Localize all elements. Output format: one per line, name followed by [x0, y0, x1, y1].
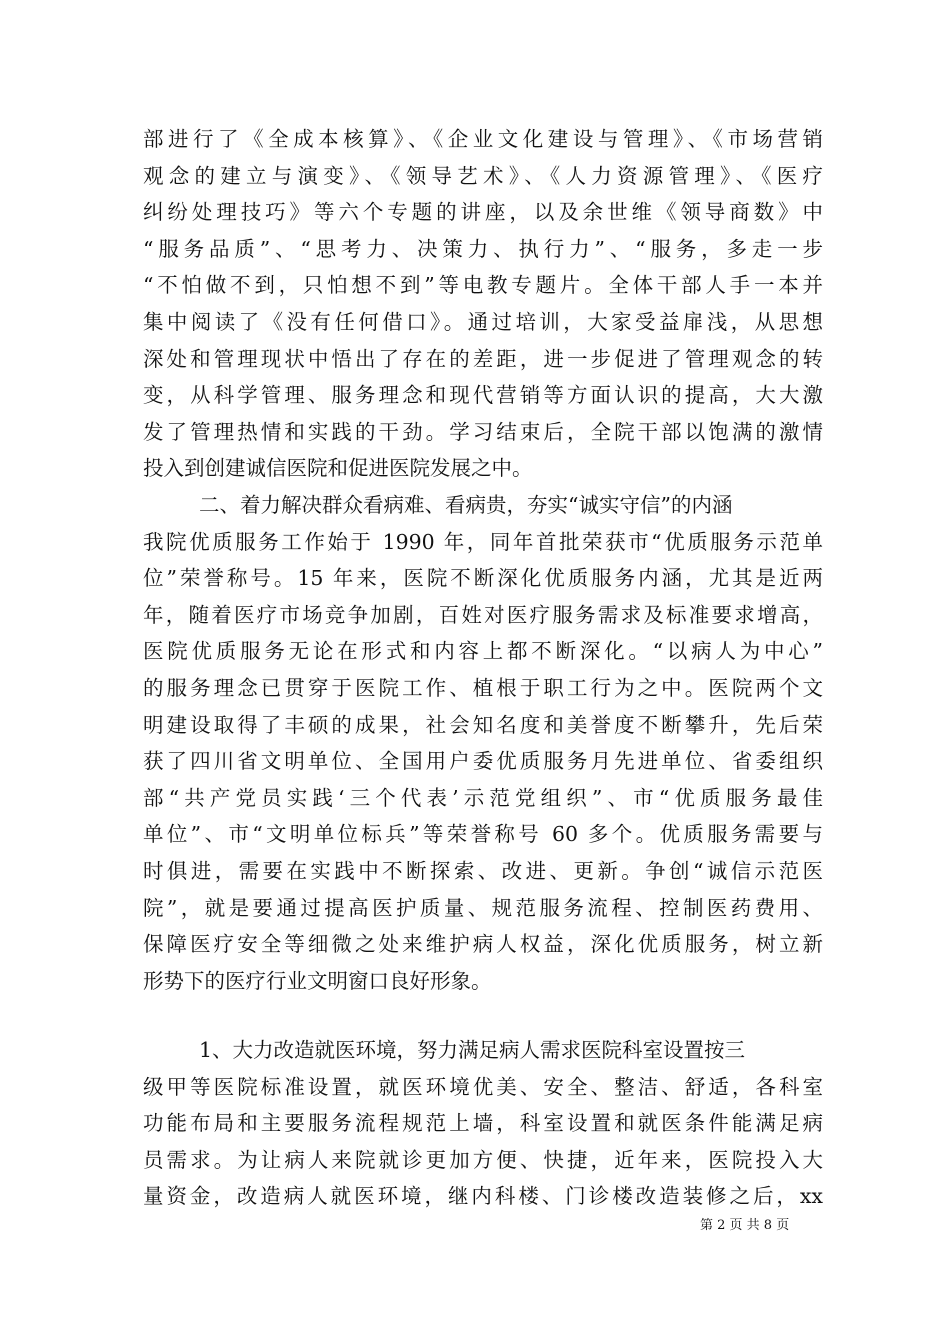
text-line: 量资金，改造病人就医环境，继内科楼、门诊楼改造装修之后，xx: [143, 1184, 823, 1209]
text-line: 医院优质服务无论在形式和内容上都不断深化。“以病人为中心”: [143, 639, 823, 664]
text-line: 形势下的医疗行业文明窗口良好形象。: [143, 968, 492, 993]
text-line: 部“共产党员实践‘三个代表’示范党组织”、市“优质服务最佳: [143, 785, 823, 810]
page-number: 第 2 页 共 8 页: [700, 1218, 790, 1233]
text-line: 纠纷处理技巧》等六个专题的讲座，以及余世维《领导商数》中: [143, 200, 823, 225]
text-line: 我院优质服务工作始于 1990 年，同年首批荣获市“优质服务示范单: [143, 529, 823, 554]
text-line: 员需求。为让病人来院就诊更加方便、快捷，近年来，医院投入大: [143, 1147, 823, 1172]
text-line: “服务品质”、“思考力、决策力、执行力”、“服务，多走一步: [143, 236, 823, 261]
text-line: 功能布局和主要服务流程规范上墙，科室设置和就医条件能满足病: [143, 1111, 823, 1136]
text-line: 获了四川省文明单位、全国用户委优质服务月先进单位、省委组织: [143, 749, 823, 774]
text-line: 观念的建立与演变》、《领导艺术》、《人力资源管理》、《医疗: [143, 163, 823, 188]
paragraph-environment: [143, 1032, 823, 1215]
paragraph-section-two: [143, 487, 823, 999]
text-line: 级甲等医院标准设置，就医环境优美、安全、整洁、舒适，各科室: [143, 1074, 823, 1099]
paragraph-training: [143, 121, 823, 487]
text-line: 变，从科学管理、服务理念和现代营销等方面认识的提高，大大激: [143, 383, 823, 408]
text-line: 集中阅读了《没有任何借口》。通过培训，大家受益扉浅，从思想: [143, 309, 823, 334]
text-line: 年，随着医疗市场竞争加剧，百姓对医疗服务需求及标准要求增高，: [143, 602, 823, 627]
text-line: 发了管理热情和实践的干劲。学习结束后，全院干部以饱满的激情: [143, 419, 823, 444]
text-line: 投入到创建诚信医院和促进医院发展之中。: [143, 456, 533, 481]
text-line: 1、大力改造就医环境，努力满足病人需求医院科室设置按三: [199, 1038, 746, 1062]
text-line: 单位”、市“文明单位标兵”等荣誉称号 60 多个。优质服务需要与: [143, 822, 823, 847]
text-line: 位”荣誉称号。15 年来，医院不断深化优质服务内涵，尤其是近两: [143, 566, 823, 591]
text-line: 深处和管理现状中悟出了存在的差距，进一步促进了管理观念的转: [143, 346, 823, 371]
section-heading: 二、着力解决群众看病难、看病贵，夯实“诚实守信”的内涵: [199, 493, 733, 517]
text-line: “不怕做不到，只怕想不到”等电教专题片。全体干部人手一本并: [143, 273, 823, 298]
text-line: 的服务理念已贯穿于医院工作、植根于职工行为之中。医院两个文: [143, 675, 823, 700]
text-line: 时俱进，需要在实践中不断探索、改进、更新。争创“诚信示范医: [143, 858, 823, 883]
text-line: 院”，就是要通过提高医护质量、规范服务流程、控制医药费用、: [143, 895, 823, 920]
text-line: 明建设取得了丰硕的成果，社会知名度和美誉度不断攀升，先后荣: [143, 712, 823, 737]
text-line: 部进行了《全成本核算》、《企业文化建设与管理》、《市场营销: [143, 127, 823, 151]
text-line: 保障医疗安全等细微之处来维护病人权益，深化优质服务，树立新: [143, 932, 823, 957]
